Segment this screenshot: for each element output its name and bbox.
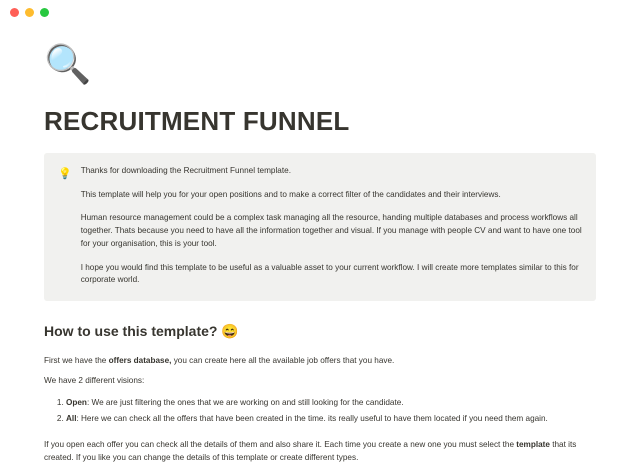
closing-text-bold: template — [516, 440, 550, 450]
visions-paragraph: We have 2 different visions: — [44, 376, 145, 386]
callout-paragraph: Human resource management could be a complex task managing all the resource, handing multiple databases and process workflows all together. Thats because you need to have all the information together and visual. If you manage with people CV and want to have one tool for your organisation, this is your tool. — [80, 213, 582, 248]
callout-body — [81, 165, 582, 287]
maximize-window-button[interactable] — [40, 8, 49, 17]
document-page — [0, 46, 640, 464]
minimize-window-button[interactable] — [25, 8, 34, 17]
list-item — [66, 396, 596, 410]
lightbulb-icon: 💡 — [58, 168, 72, 180]
callout-paragraph: This template will help you for your open positions and to make a correct filter of the candidates and their interviews. — [80, 189, 501, 199]
closing-text-after: that its created. If you like you can change the details of this template or create different types. — [44, 440, 577, 463]
window-titlebar — [0, 0, 640, 24]
window-controls — [10, 8, 49, 17]
page-icon-glyph: 🔍 — [44, 44, 92, 86]
section-heading: How to use this template? 😄 — [44, 322, 239, 339]
callout-paragraph: Thanks for downloading the Recruitment Funnel template. — [80, 166, 291, 175]
list-item-text: : We are just filtering the ones that we are working on and still looking for the candidate. — [86, 398, 404, 408]
closing-paragraph — [44, 438, 596, 464]
callout-block — [44, 153, 596, 301]
close-window-button[interactable] — [10, 8, 19, 17]
intro-paragraph — [44, 354, 596, 367]
list-item-label: All — [66, 414, 77, 424]
list-item — [66, 412, 596, 426]
visions-list — [44, 396, 596, 426]
intro-text-after: you can create here all the available job offers that you have. — [171, 355, 395, 365]
list-item-text: : Here we can check all the offers that have been created in the time. its really useful to have them located if you need them again. — [76, 414, 548, 424]
intro-text-bold: offers database, — [108, 355, 172, 365]
magnifier-icon[interactable] — [44, 46, 596, 90]
list-item-label: Open — [66, 398, 87, 408]
page-title: RECRUITMENT FUNNEL — [44, 106, 350, 136]
closing-text-before: If you open each offer you can check all the details of them and also share it. Each time you create a new one you must select the — [44, 440, 517, 450]
callout-paragraph: I hope you would find this template to be useful as a valuable asset to your current workflow. I will create more templates similar to this for corporate world. — [80, 262, 579, 285]
intro-text-before: First we have the — [44, 355, 109, 365]
